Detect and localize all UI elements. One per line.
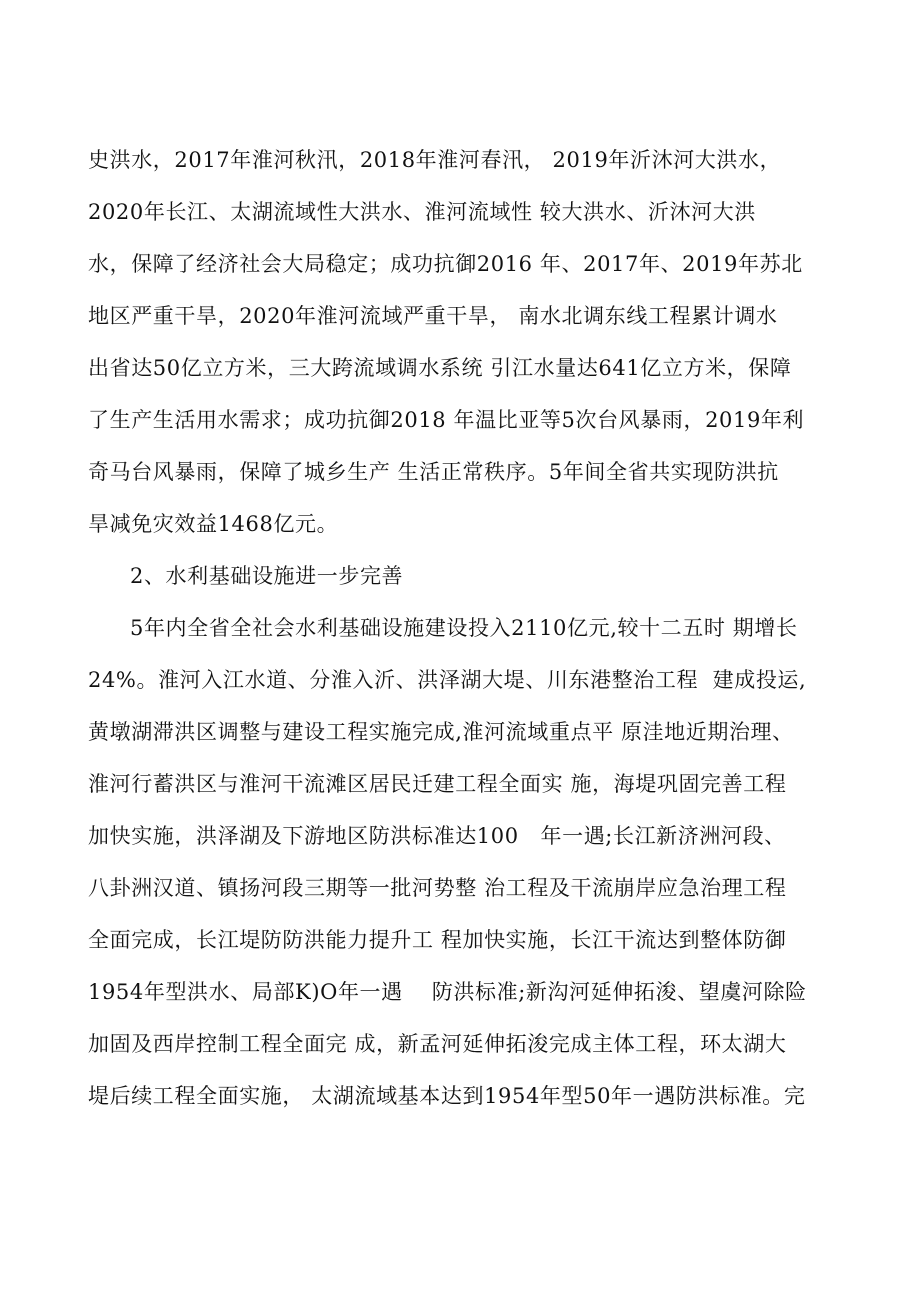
- text-line: 史洪水，2017年淮河秋汛，2018年淮河春汛， 2019年沂沐河大洪水，: [88, 148, 782, 172]
- text-line: 1954年型洪水、局部K)O年一遇 防洪标准;新沟河延伸拓浚、望虞河除险: [88, 980, 807, 1004]
- text-line: 黄墩湖滞洪区调整与建设工程实施完成,淮河流域重点平 原洼地近期治理、: [88, 720, 794, 744]
- text-line: 堤后续工程全面实施， 太湖流域基本达到1954年型50年一遇防洪标准。完: [88, 1084, 806, 1108]
- text-line: 全面完成，长江堤防防洪能力提升工 程加快实施，长江干流达到整体防御: [88, 928, 787, 952]
- text-line: 出省达50亿立方米，三大跨流域调水系统 引江水量达641亿立方米，保障: [88, 356, 792, 380]
- text-line: 2020年长江、太湖流域性大洪水、淮河流域性 较大洪水、沂沐河大洪: [88, 200, 756, 224]
- text-line: 加快实施，洪泽湖及下游地区防洪标准达100 年一遇;长江新济洲河段、: [88, 824, 786, 848]
- text-line: 奇马台风暴雨，保障了城乡生产 生活正常秩序。5年间全省共实现防洪抗: [88, 460, 779, 484]
- text-line: 八卦洲汉道、镇扬河段三期等一批河势整 治工程及干流崩岸应急治理工程: [88, 876, 787, 900]
- text-line: 5年内全省全社会水利基础设施建设投入2110亿元,较十二五时 期增长: [130, 616, 798, 640]
- text-line: 地区严重干旱，2020年淮河流域严重干旱， 南水北调东线工程累计调水: [88, 304, 778, 328]
- text-line: 24%。淮河入江水道、分淮入沂、洪泽湖大堤、川东港整治工程 建成投运,: [88, 668, 807, 692]
- text-line: 加固及西岸控制工程全面完 成，新孟河延伸拓浚完成主体工程，环太湖大: [88, 1032, 787, 1056]
- text-line: 旱减免灾效益1468亿元。: [88, 512, 339, 536]
- text-line: 淮河行蓄洪区与淮河干流滩区居民迁建工程全面实 施，海堤巩固完善工程: [88, 772, 787, 796]
- text-line: 了生产生活用水需求；成功抗御2018 年温比亚等5次台风暴雨，2019年利: [88, 408, 805, 432]
- section-heading: 2、水利基础设施进一步完善: [130, 564, 404, 588]
- text-line: 水，保障了经济社会大局稳定；成功抗御2016 年、2017年、2019年苏北: [88, 252, 803, 276]
